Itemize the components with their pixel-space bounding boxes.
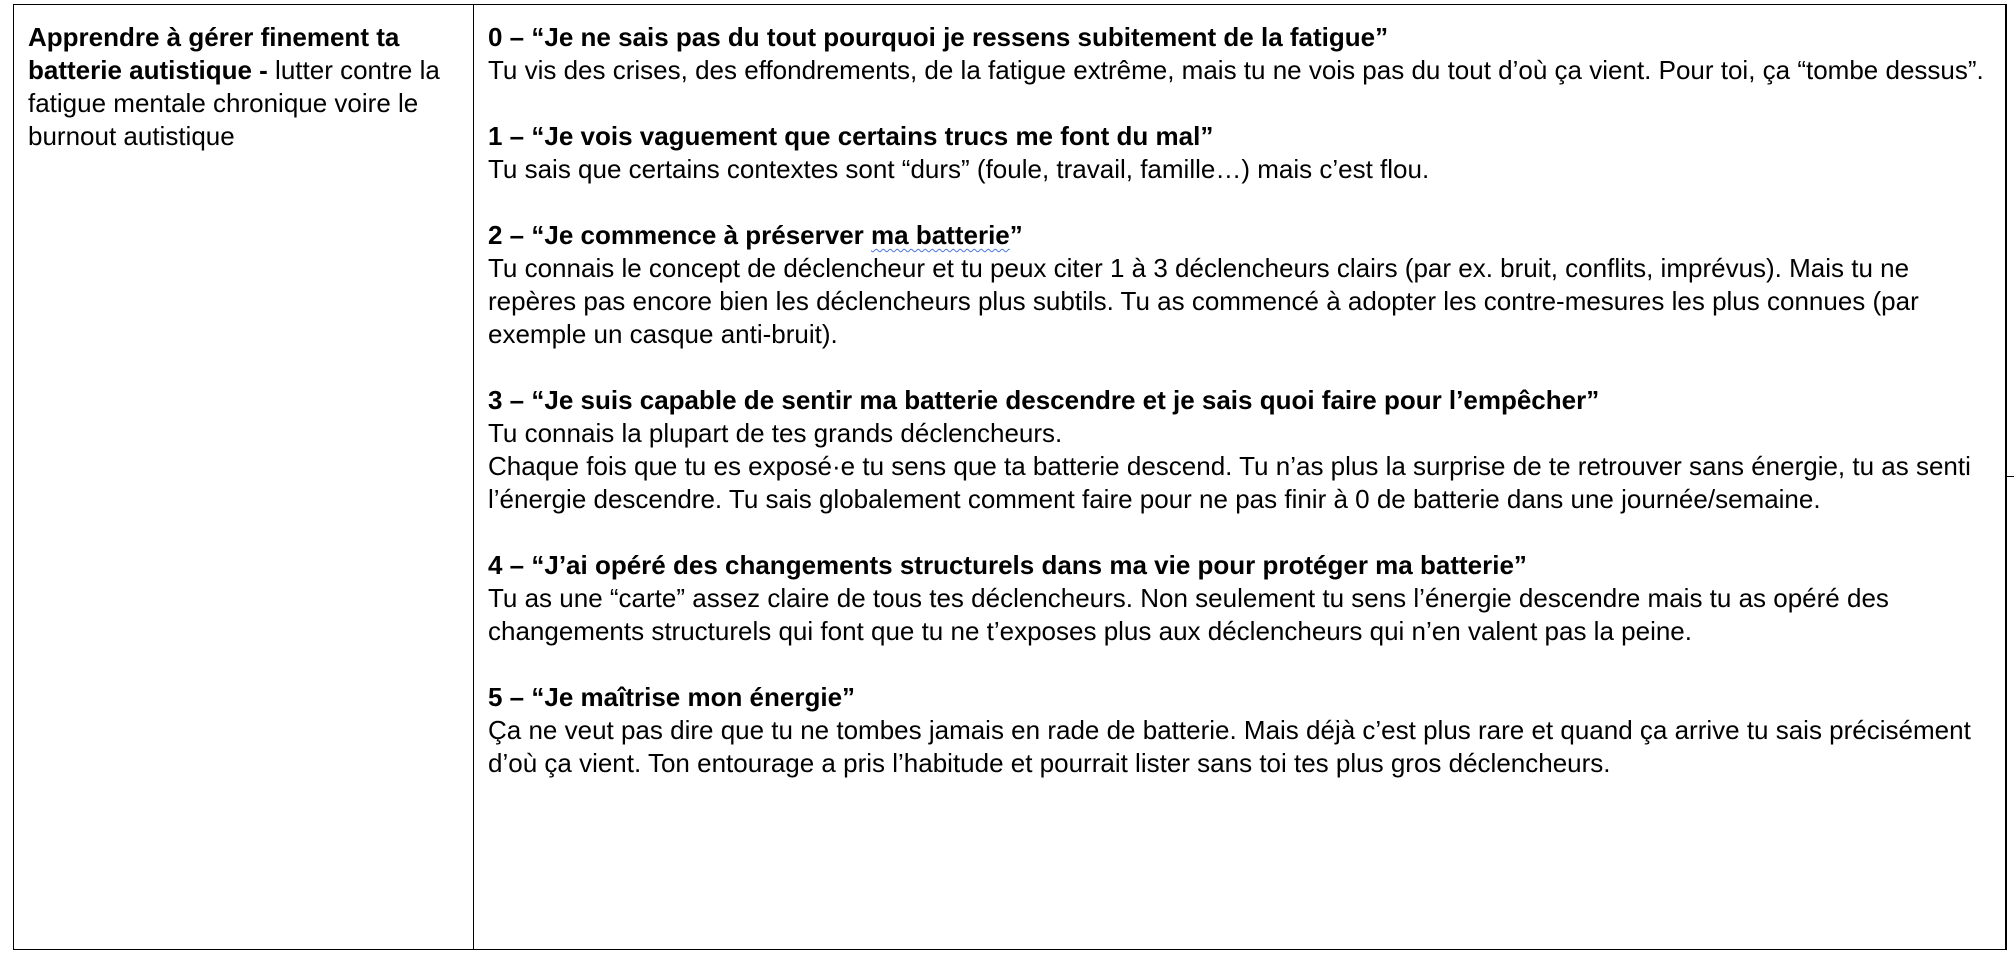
level-1-description: Tu sais que certains contextes sont “durs” (foule, travail, famille…) mais c’est flou. [488,154,1430,184]
level-5-description: Ça ne veut pas dire que tu ne tombes jamais en rade de batterie. Mais déjà c’est plus rare et quand ça arrive tu sais précisément d’où ça vient. Ton entourage a pris l’habitude et pourrait lister sans toi tes plus gros déclencheurs. [488,715,1971,778]
level-2-title-start: 2 – “Je commence à préserver [488,220,872,250]
topic-cell[interactable] [14,5,474,949]
document-table [13,4,2007,950]
level-0 [488,21,1995,87]
level-1 [488,120,1995,186]
level-3-description-2: Chaque fois que tu es exposé·e tu sens que ta batterie descend. Tu n’as plus la surprise de te retrouver sans énergie, tu as senti l’énergie descendre. Tu sais globalement comment faire pour ne pas finir à 0 de batterie dans une journée/semaine. [488,451,1971,514]
table-edge-marker [2007,476,2014,477]
level-3-title: 3 – “Je suis capable de sentir ma batterie descendre et je sais quoi faire pour l’empêcher” [488,385,1600,415]
level-2 [488,219,1995,351]
spellcheck-flagged-text[interactable]: ma batterie [871,220,1010,250]
topic-description: lutter contre la fatigue mentale chronique voire le burnout autistique [28,55,440,151]
level-2-description: Tu connais le concept de déclencheur et tu peux citer 1 à 3 déclencheurs clairs (par ex. bruit, conflits, imprévus). Mais tu ne repères pas encore bien les déclencheurs plus subtils. Tu as commencé à adopter les contre-mesures les plus connues (par exemple un casque anti-bruit). [488,253,1919,349]
level-4-title: 4 – “J’ai opéré des changements structurels dans ma vie pour protéger ma batterie” [488,550,1527,580]
level-4 [488,549,1995,648]
level-2-title [488,219,1995,252]
level-5-title: 5 – “Je maîtrise mon énergie” [488,682,856,712]
level-3 [488,384,1995,516]
level-2-title-end: ” [1009,220,1023,250]
levels-cell[interactable] [474,5,2006,949]
level-5 [488,681,1995,780]
level-3-description: Tu connais la plupart de tes grands déclencheurs. [488,418,1063,448]
topic-title: Apprendre à gérer finement ta batterie autistique - [28,22,400,85]
level-0-title: 0 – “Je ne sais pas du tout pourquoi je ressens subitement de la fatigue” [488,22,1389,52]
level-0-description: Tu vis des crises, des effondrements, de la fatigue extrême, mais tu ne vois pas du tout d’où ça vient. Pour toi, ça “tombe dessus”. [488,55,1984,85]
level-1-title: 1 – “Je vois vaguement que certains trucs me font du mal” [488,121,1214,151]
level-4-description: Tu as une “carte” assez claire de tous tes déclencheurs. Non seulement tu sens l’énergie descendre mais tu as opéré des changements structurels qui font que tu ne t’exposes plus aux déclencheurs qui n’en valent pas la peine. [488,583,1889,646]
